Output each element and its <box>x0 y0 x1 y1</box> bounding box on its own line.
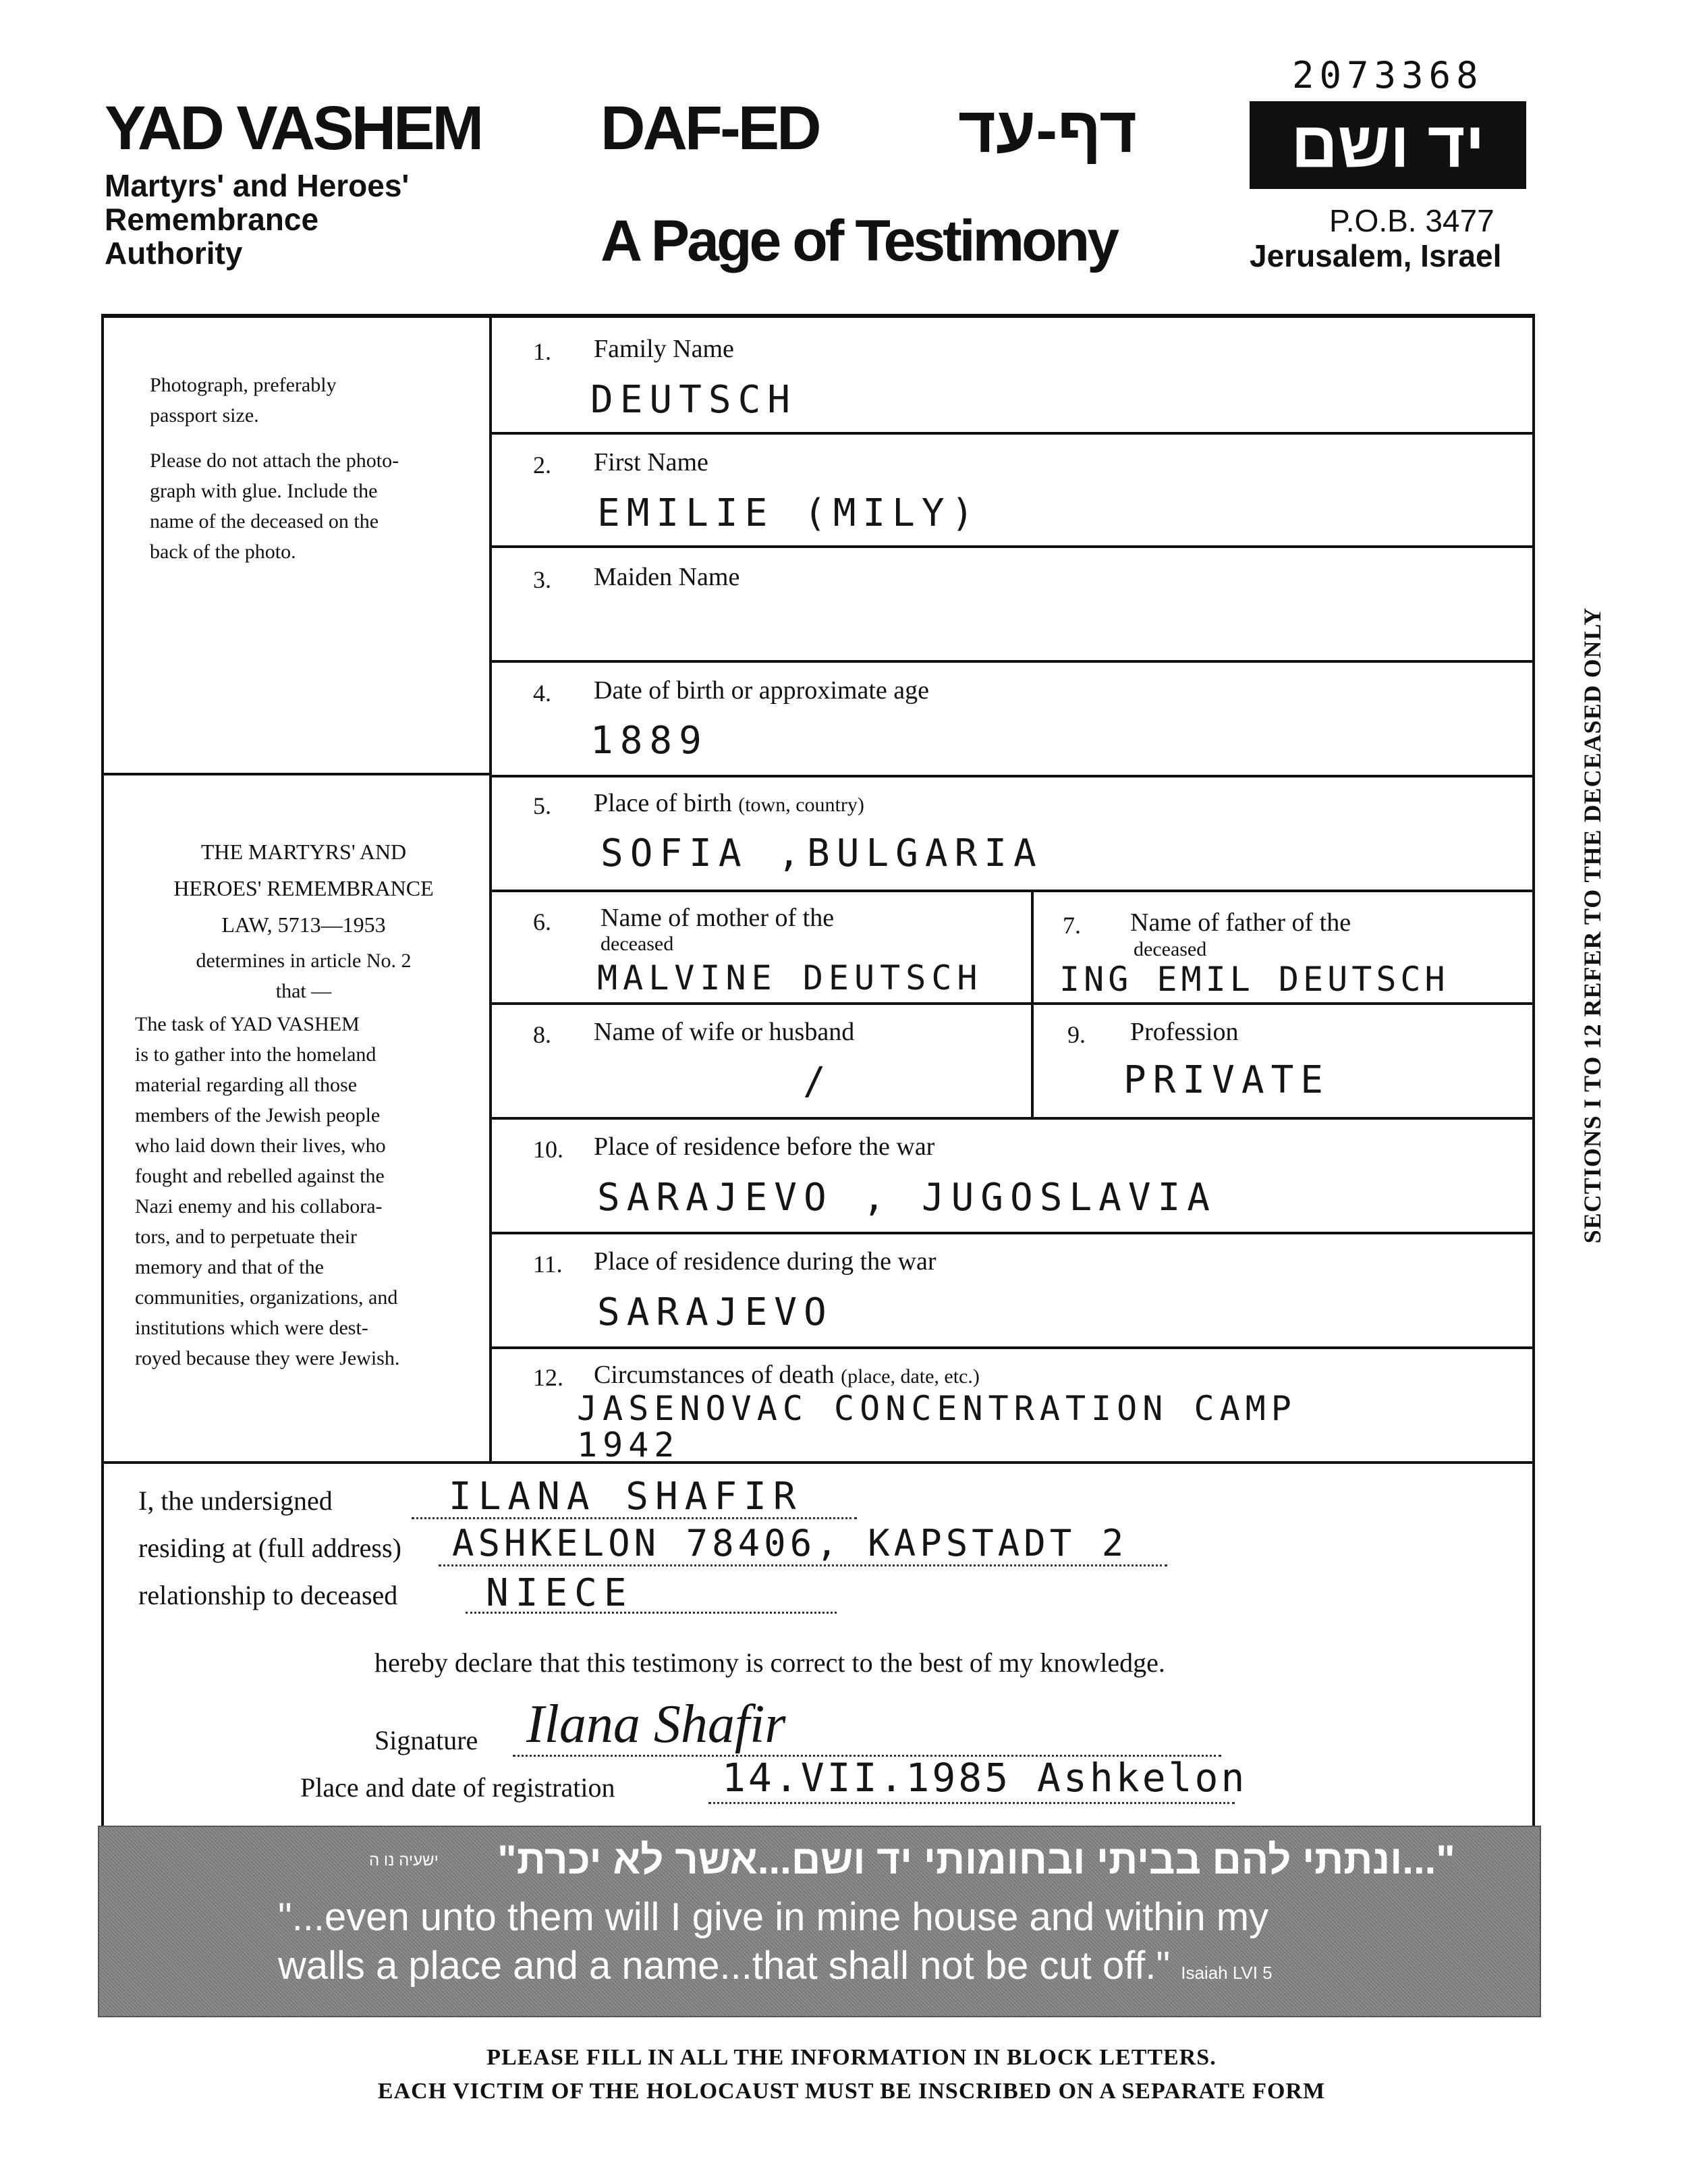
document-number: 2073368 <box>1292 54 1484 97</box>
row-sep <box>489 432 1535 435</box>
field-number: 6. <box>533 908 551 935</box>
law-text-line: fought and rebelled against the <box>135 1165 385 1187</box>
law-text-line: members of the Jewish people <box>135 1104 381 1126</box>
field-number: 7. <box>1063 912 1081 939</box>
residence-during-value[interactable]: SARAJEVO <box>597 1290 833 1334</box>
field-label-text: Place of birth <box>594 789 732 817</box>
law-determines: determines in article No. 2 <box>196 950 412 972</box>
field-label: Name of wife or husband <box>594 1018 855 1046</box>
org-name: YAD VASHEM <box>105 94 482 163</box>
row-sep <box>489 1002 1535 1005</box>
row-sep <box>489 1117 1535 1120</box>
residence-before-value[interactable]: SARAJEVO , JUGOSLAVIA <box>597 1176 1217 1220</box>
law-text-line: institutions which were dest- <box>135 1317 368 1339</box>
field-label: Name of mother of the <box>601 904 835 932</box>
address-value[interactable]: ASHKELON 78406, KAPSTADT 2 <box>452 1522 1128 1564</box>
photo-line: Photograph, preferably <box>150 374 337 396</box>
field-label <box>594 788 864 818</box>
field-number: 11. <box>533 1251 563 1278</box>
banner-line2-text: walls a place and a name...that shall not be cut off." <box>278 1944 1171 1988</box>
declaration-text: hereby declare that this testimony is correct to the best of my knowledge. <box>374 1647 1165 1678</box>
profession-value[interactable]: PRIVATE <box>1123 1058 1331 1102</box>
field-label: deceased <box>1134 938 1207 960</box>
frame-top <box>101 314 1535 318</box>
field-label: Maiden Name <box>594 563 740 591</box>
mother-name-value[interactable]: MALVINE DEUTSCH <box>597 958 983 998</box>
law-text-line: who laid down their lives, who <box>135 1135 386 1157</box>
banner-line2 <box>278 1943 1273 1988</box>
field-number: 3. <box>533 566 551 593</box>
footer-line1: PLEASE FILL IN ALL THE INFORMATION IN BLOCK LETTERS. <box>486 2045 1217 2070</box>
field-number: 10. <box>533 1136 563 1163</box>
form-code: DAF-ED <box>601 94 819 163</box>
row-sep <box>489 890 1535 892</box>
banner-line1: "...even unto them will I give in mine house and within my <box>278 1895 1269 1939</box>
undersigned-value[interactable]: ILANA SHAFIR <box>449 1475 803 1519</box>
field-number: 5. <box>533 792 551 819</box>
field-number: 1. <box>533 338 551 365</box>
law-text-line: memory and that of the <box>135 1256 324 1278</box>
field-number: 4. <box>533 680 551 707</box>
law-text-line: communities, organizations, and <box>135 1286 398 1309</box>
row-sep <box>489 1346 1535 1349</box>
frame-left <box>101 314 104 1846</box>
undersigned-label: I, the undersigned <box>138 1485 333 1516</box>
registration-label: Place and date of registration <box>300 1772 615 1803</box>
row-sep <box>489 1232 1535 1234</box>
first-name-value[interactable]: EMILIE (MILY) <box>597 491 981 535</box>
field-label-note: (place, date, etc.) <box>841 1365 980 1388</box>
mid-divider <box>1031 890 1034 1117</box>
logo-hebrew-text: יד ושם <box>1291 109 1485 181</box>
law-text-line: material regarding all those <box>135 1074 358 1096</box>
family-name-value[interactable]: DEUTSCH <box>590 378 798 422</box>
death-year-value[interactable]: 1942 <box>577 1425 680 1465</box>
org-sub-line: Remembrance <box>105 202 319 237</box>
relationship-label: relationship to deceased <box>138 1580 398 1610</box>
field-label-note: (town, country) <box>738 794 864 816</box>
photo-instruction: name of the deceased on the <box>150 510 379 533</box>
field-label: Profession <box>1130 1018 1239 1046</box>
father-name-value[interactable]: ING EMIL DEUTSCH <box>1059 960 1449 999</box>
relationship-value[interactable]: NIECE <box>486 1571 634 1615</box>
quote-banner <box>98 1826 1541 2017</box>
hebrew-title: דף-עד <box>958 94 1137 166</box>
field-number: 12. <box>533 1364 563 1391</box>
banner-hebrew-ref: ישעיה נו ה <box>369 1851 439 1869</box>
spouse-name-value[interactable]: / <box>803 1060 833 1103</box>
law-text-line: is to gather into the homeland <box>135 1043 376 1066</box>
address-label: residing at (full address) <box>138 1533 401 1563</box>
law-title: HEROES' REMEMBRANCE <box>173 876 434 900</box>
law-title: LAW, 5713—1953 <box>221 912 386 937</box>
column-divider <box>489 314 492 1461</box>
row-sep <box>489 545 1535 548</box>
field-number: 8. <box>533 1021 551 1048</box>
org-sub-line: Authority <box>105 236 243 271</box>
footer-line2: EACH VICTIM OF THE HOLOCAUST MUST BE INSCRIBED ON A SEPARATE FORM <box>377 2079 1326 2104</box>
field-label-text: Circumstances of death <box>594 1361 835 1389</box>
photo-instruction: back of the photo. <box>150 541 296 563</box>
photo-line: passport size. <box>150 404 259 427</box>
field-label: deceased <box>601 933 674 955</box>
photo-box <box>150 370 467 567</box>
city: Jerusalem, Israel <box>1250 238 1502 273</box>
law-text-line: The task of YAD VASHEM <box>135 1013 360 1035</box>
field-number: 2. <box>533 452 551 479</box>
signature-value[interactable]: Ilana Shafir <box>526 1695 786 1754</box>
yad-vashem-logo <box>1250 101 1526 189</box>
law-text-line: Nazi enemy and his collabora- <box>135 1195 383 1218</box>
law-text-line: tors, and to perpetuate their <box>135 1226 358 1248</box>
law-text-line: royed because they were Jewish. <box>135 1347 400 1369</box>
birth-date-value[interactable]: 1889 <box>590 719 708 763</box>
field-label: Name of father of the <box>1130 908 1351 937</box>
field-label: First Name <box>594 448 708 476</box>
signature-label: Signature <box>374 1725 478 1755</box>
field-label <box>594 1360 980 1390</box>
birth-place-value[interactable]: SOFIA ,BULGARIA <box>601 831 1043 875</box>
org-sub-line: Martyrs' and Heroes' <box>105 168 410 203</box>
field-label: Place of residence before the war <box>594 1132 935 1161</box>
registration-value[interactable]: 14.VII.1985 Ashkelon <box>722 1755 1248 1801</box>
pob: P.O.B. 3477 <box>1329 203 1495 238</box>
frame-right <box>1532 314 1535 1846</box>
law-title: THE MARTYRS' AND <box>200 840 407 864</box>
field-label: Family Name <box>594 335 734 363</box>
side-note: SECTIONS I TO 12 REFER TO THE DECEASED ONLY <box>1579 607 1606 1244</box>
row-sep <box>489 660 1535 663</box>
form-title: A Page of Testimony <box>601 209 1117 273</box>
banner-hebrew: "...ונתתי להם בביתי ובחומותי יד ושם...אשר לא יכרת" <box>497 1837 1455 1882</box>
photo-instruction: Please do not attach the photo- <box>150 449 399 472</box>
photo-instruction: graph with glue. Include the <box>150 480 378 502</box>
row-sep <box>489 775 1535 777</box>
org-subtitle <box>105 169 409 270</box>
field-number: 9. <box>1067 1021 1086 1048</box>
banner-ref: Isaiah LVI 5 <box>1181 1963 1273 1983</box>
photo-box-bottom <box>101 773 489 775</box>
law-box <box>135 834 472 1373</box>
address-dots <box>439 1564 1167 1566</box>
section-bottom <box>101 1461 1535 1464</box>
registration-dots <box>708 1802 1235 1804</box>
field-label: Place of residence during the war <box>594 1247 937 1276</box>
death-circumstances-value[interactable]: JASENOVAC CONCENTRATION CAMP <box>577 1389 1297 1428</box>
law-determines: that — <box>275 980 332 1002</box>
field-label: Date of birth or approximate age <box>594 676 929 705</box>
